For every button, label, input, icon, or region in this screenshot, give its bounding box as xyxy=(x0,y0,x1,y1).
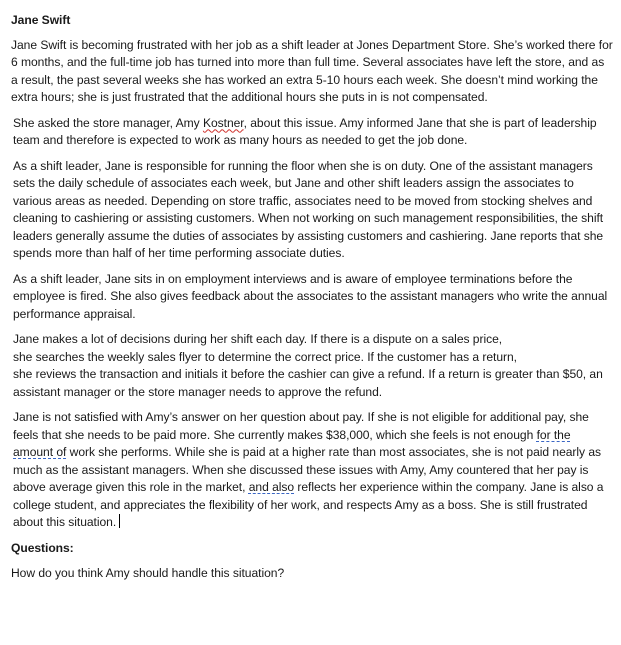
paragraph-6-text-a: Jane is not satisfied with Amy’s answer on her question about pay. If she is not eligible for additional pay, she feels that she needs to be paid more. She currently makes $38,000, which she feels is not enough xyxy=(13,410,589,442)
paragraph-1: Jane Swift is becoming frustrated with her job as a shift leader at Jones Department Store. She’s worked there for 6 months, and the full-time job has turned into more than full time. Several associates have left the store, and as a result, the past several weeks she has worked an extra 5-10 hours each week. She doesn’t mind working the extra hours; she is just frustrated that the additional hours she puts in is not compensated. xyxy=(11,37,613,104)
paragraph-2-text-b: , about this issue. Amy informed Jane that she is part of leadership team and therefore is expected to work as many hours as needed to get the job done. xyxy=(13,115,597,147)
grammar-suggestion-2[interactable]: and also xyxy=(248,480,295,494)
misspelled-word[interactable]: Kostner xyxy=(202,115,244,130)
paragraph-5 xyxy=(11,331,613,401)
document-title: Jane Swift xyxy=(11,13,71,27)
paragraph-5-line-3: she reviews the transaction and initials it before the cashier can give a refund. If a return is greater than $50, an assistant manager or the store manager needs to approve the refund. xyxy=(13,367,603,399)
grammar-suggestion-1[interactable]: for the amount of xyxy=(13,427,571,459)
questions-heading: Questions: xyxy=(11,540,74,555)
paragraph-5-line-1: Jane makes a lot of decisions during her shift each day. If there is a dispute on a sales price, xyxy=(13,332,503,346)
paragraph-2 xyxy=(11,115,613,150)
paragraph-5-line-2: she searches the weekly sales flyer to determine the correct price. If the customer has a return, xyxy=(13,349,517,364)
paragraph-3: As a shift leader, Jane is responsible for running the floor when she is on duty. One of the assistant managers sets the daily schedule of associates each week, but Jane and other shift leaders assign the associates to various areas as needed. Depending on store traffic, associates need to be moved from stocking shelves and cleaning to cashiering or assisting customers. When not working on such management responsibilities, the shift leaders generally assume the duties of associates by assisting customers and cashiering. Jane reports that she spends more than half of her time performing associate duties. xyxy=(13,158,604,260)
text-cursor xyxy=(119,514,120,528)
paragraph-6 xyxy=(11,409,613,532)
paragraph-4: As a shift leader, Jane sits in on employment interviews and is aware of employee terminations before the employee is fired. She also gives feedback about the associates to the assistant managers who write the annual performance appraisal. xyxy=(13,271,608,321)
question-1: How do you think Amy should handle this situation? xyxy=(11,566,285,580)
paragraph-6-text-b: work she performs. While she is paid at a higher rate than most associates, she is not paid nearly as much as the assistant managers. When she discussed these issues with Amy, Amy countered that her pay is above average given this role in the market, xyxy=(13,445,602,494)
paragraph-2-text-a: She asked the store manager, Amy xyxy=(13,115,203,130)
paragraph-6-text-c: reflects her experience within the company. Jane is also a college student, and appreciates the flexibility of her work, and respects Amy as a boss. She is still frustrated about this situation. xyxy=(13,480,604,529)
